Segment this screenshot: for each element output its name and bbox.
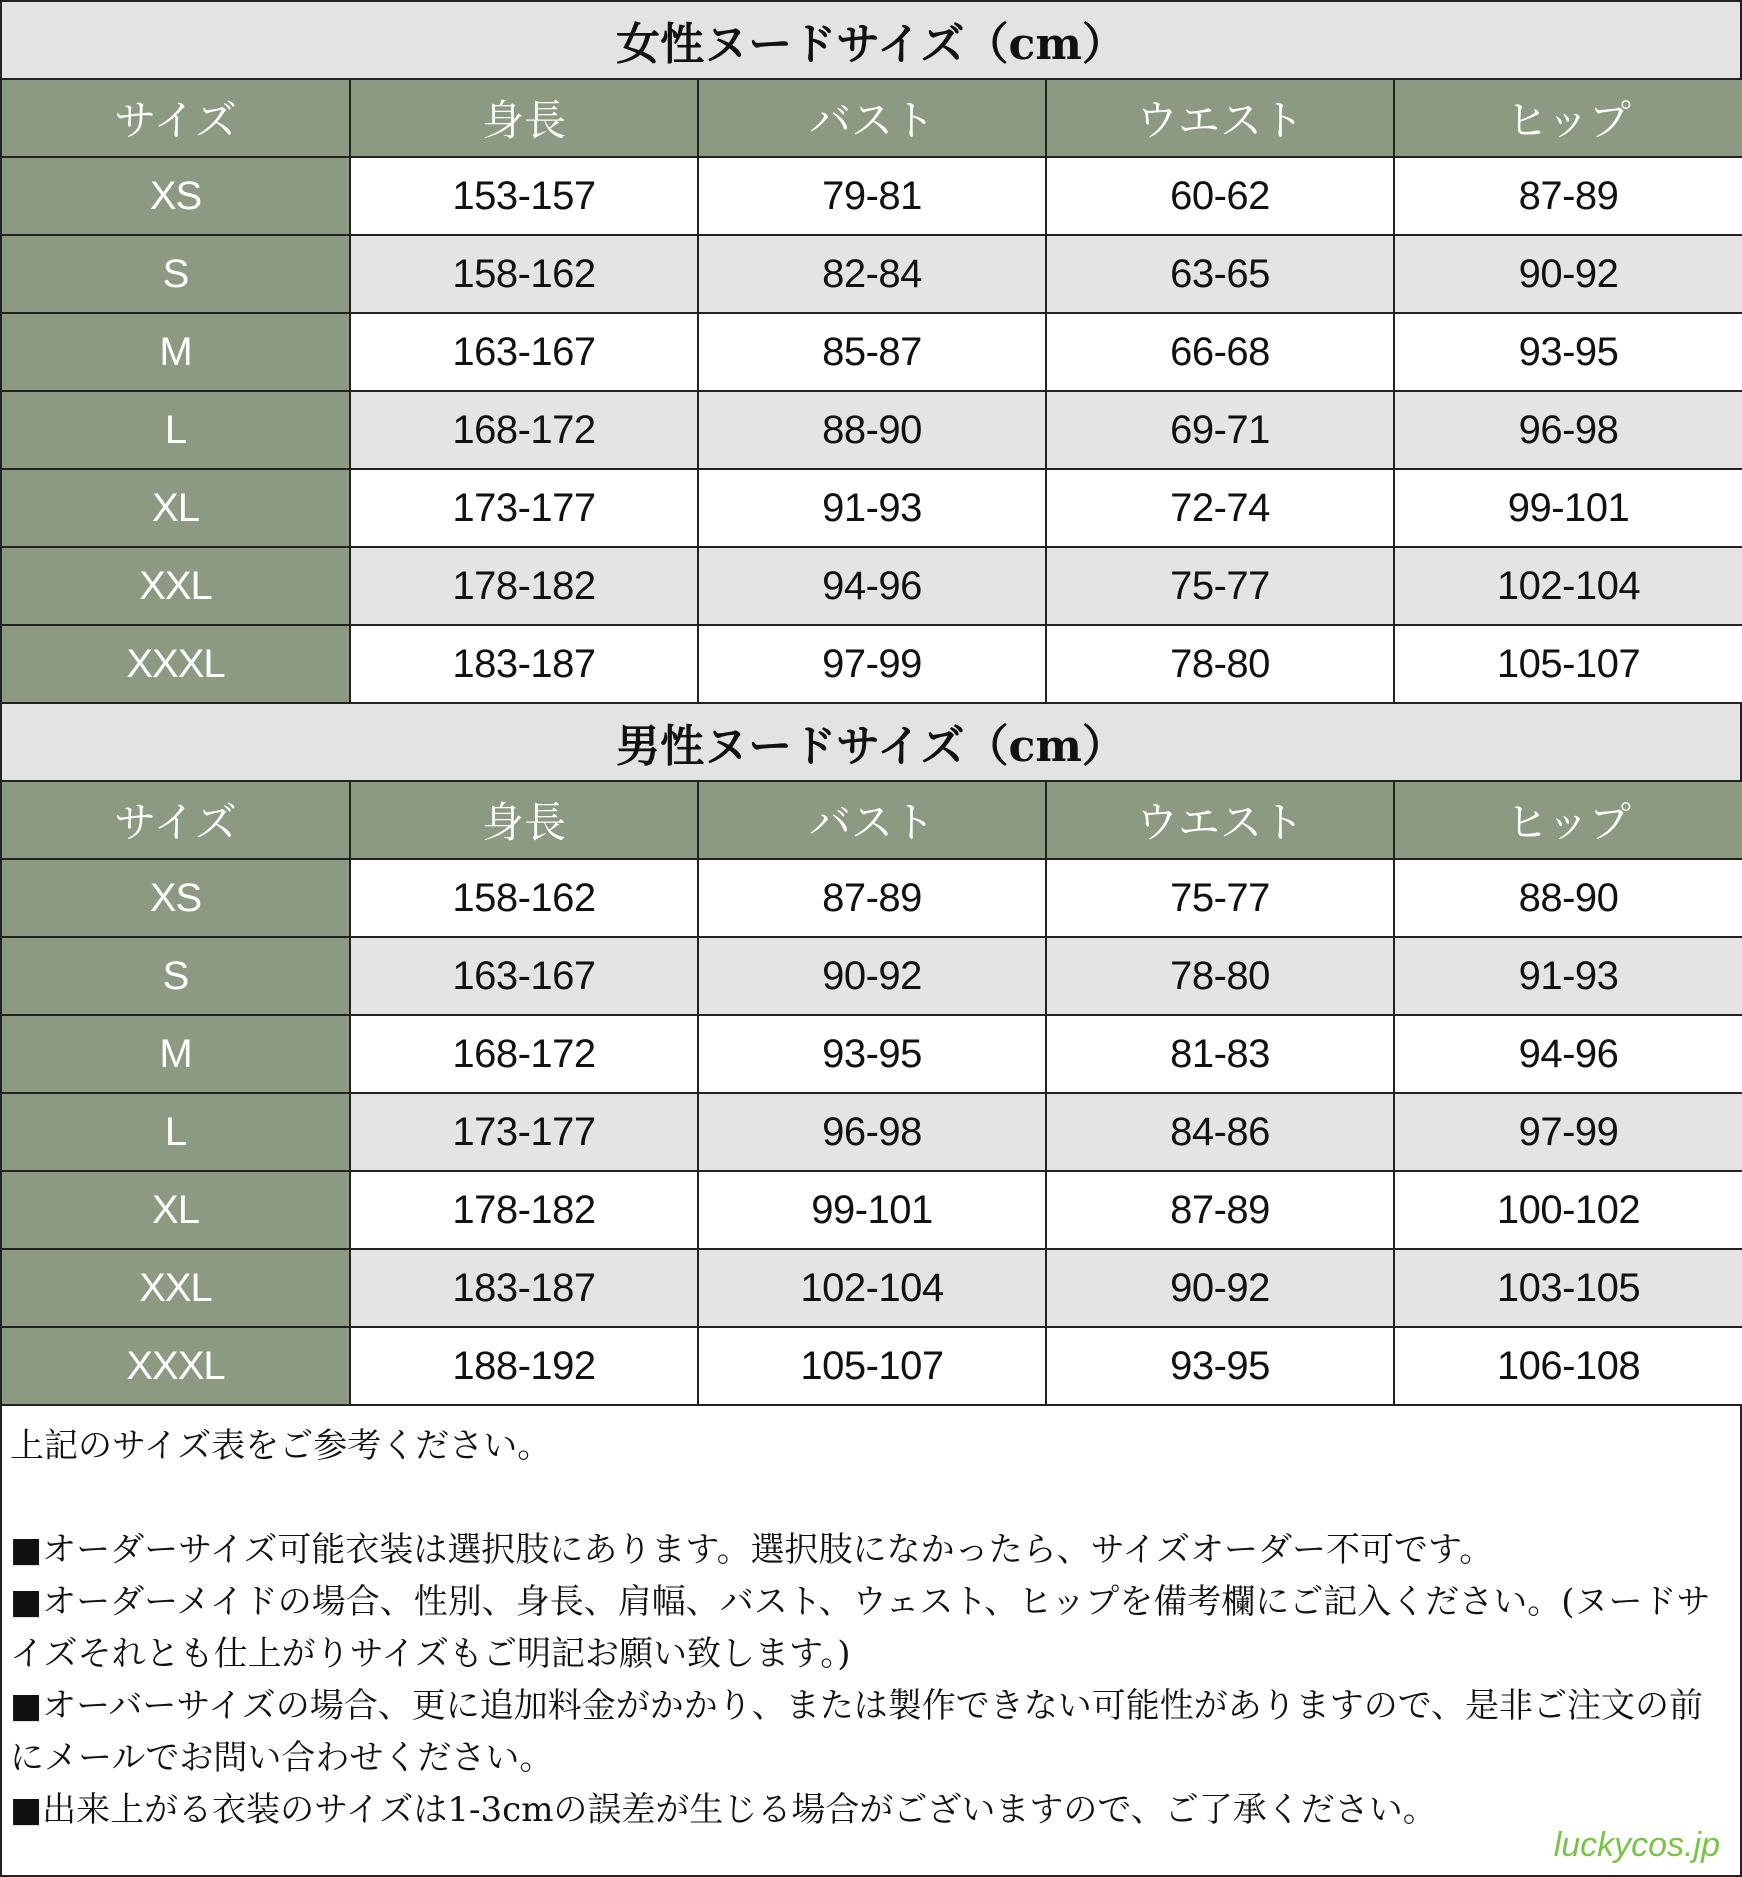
bust-value: 82-84 [698, 235, 1046, 313]
waist-value: 84-86 [1046, 1093, 1394, 1171]
waist-value: 78-80 [1046, 937, 1394, 1015]
hip-value: 87-89 [1394, 157, 1742, 235]
waist-value: 72-74 [1046, 469, 1394, 547]
size-label: L [2, 391, 350, 469]
notes-spacer [10, 1472, 1732, 1524]
waist-value: 87-89 [1046, 1171, 1394, 1249]
waist-value: 69-71 [1046, 391, 1394, 469]
hip-value: 96-98 [1394, 391, 1742, 469]
waist-value: 81-83 [1046, 1015, 1394, 1093]
bust-value: 99-101 [698, 1171, 1046, 1249]
bust-value: 79-81 [698, 157, 1046, 235]
waist-value: 75-77 [1046, 547, 1394, 625]
size-label: XL [2, 469, 350, 547]
height-value: 183-187 [350, 625, 698, 703]
men-header-row [2, 782, 1742, 859]
waist-value: 75-77 [1046, 859, 1394, 937]
note-item-made-to-order: ■オーダーメイドの場合、性別、身長、肩幅、バスト、ウェスト、ヒップを備考欄にご記入ください。(ヌードサイズそれとも仕上がりサイズもご明記お願い致します。) [10, 1582, 1711, 1674]
hip-value: 103-105 [1394, 1249, 1742, 1327]
waist-value: 66-68 [1046, 313, 1394, 391]
header-bust: バスト [698, 80, 1046, 157]
bust-value: 87-89 [698, 859, 1046, 937]
hip-value: 99-101 [1394, 469, 1742, 547]
bust-value: 88-90 [698, 391, 1046, 469]
waist-value: 78-80 [1046, 625, 1394, 703]
waist-value: 60-62 [1046, 157, 1394, 235]
note-item-oversize: ■オーバーサイズの場合、更に追加料金がかかり、または製作できない可能性がありますので、是非ご注文の前にメールでお問い合わせください。 [10, 1686, 1704, 1778]
hip-value: 100-102 [1394, 1171, 1742, 1249]
header-waist: ウエスト [1046, 782, 1394, 859]
size-label: XXXL [2, 1327, 350, 1405]
height-value: 183-187 [350, 1249, 698, 1327]
table-row [2, 235, 1742, 313]
bust-value: 94-96 [698, 547, 1046, 625]
height-value: 178-182 [350, 547, 698, 625]
bust-value: 96-98 [698, 1093, 1046, 1171]
bust-value: 105-107 [698, 1327, 1046, 1405]
men-size-table [2, 782, 1742, 1406]
size-label: L [2, 1093, 350, 1171]
waist-value: 63-65 [1046, 235, 1394, 313]
table-row [2, 937, 1742, 1015]
bust-value: 91-93 [698, 469, 1046, 547]
hip-value: 88-90 [1394, 859, 1742, 937]
header-height: 身長 [350, 782, 698, 859]
size-label: XL [2, 1171, 350, 1249]
hip-value: 106-108 [1394, 1327, 1742, 1405]
hip-value: 97-99 [1394, 1093, 1742, 1171]
size-label: S [2, 235, 350, 313]
table-row [2, 1249, 1742, 1327]
table-row [2, 625, 1742, 703]
hip-value: 102-104 [1394, 547, 1742, 625]
table-row [2, 547, 1742, 625]
women-header-row [2, 80, 1742, 157]
brand-logo: luckycos.jp [1553, 1826, 1720, 1864]
height-value: 153-157 [350, 157, 698, 235]
height-value: 168-172 [350, 1015, 698, 1093]
notes-intro: 上記のサイズ表をご参考ください。 [10, 1426, 552, 1466]
hip-value: 93-95 [1394, 313, 1742, 391]
women-size-title: 女性ヌードサイズ（cm） [2, 2, 1740, 80]
height-value: 163-167 [350, 313, 698, 391]
table-row [2, 157, 1742, 235]
hip-value: 94-96 [1394, 1015, 1742, 1093]
header-waist: ウエスト [1046, 80, 1394, 157]
height-value: 158-162 [350, 235, 698, 313]
bust-value: 97-99 [698, 625, 1046, 703]
header-bust: バスト [698, 782, 1046, 859]
waist-value: 93-95 [1046, 1327, 1394, 1405]
bust-value: 90-92 [698, 937, 1046, 1015]
hip-value: 90-92 [1394, 235, 1742, 313]
height-value: 178-182 [350, 1171, 698, 1249]
men-size-title: 男性ヌードサイズ（cm） [2, 704, 1740, 782]
height-value: 168-172 [350, 391, 698, 469]
size-label: XXL [2, 547, 350, 625]
size-notes [2, 1406, 1740, 1836]
size-label: XXXL [2, 625, 350, 703]
height-value: 158-162 [350, 859, 698, 937]
size-label: XS [2, 859, 350, 937]
size-label: XS [2, 157, 350, 235]
hip-value: 105-107 [1394, 625, 1742, 703]
height-value: 173-177 [350, 469, 698, 547]
size-label: S [2, 937, 350, 1015]
size-label: XXL [2, 1249, 350, 1327]
hip-value: 91-93 [1394, 937, 1742, 1015]
header-height: 身長 [350, 80, 698, 157]
height-value: 173-177 [350, 1093, 698, 1171]
women-size-table [2, 80, 1742, 704]
bust-value: 93-95 [698, 1015, 1046, 1093]
bust-value: 85-87 [698, 313, 1046, 391]
table-row [2, 1015, 1742, 1093]
table-row [2, 859, 1742, 937]
bust-value: 102-104 [698, 1249, 1046, 1327]
size-label: M [2, 1015, 350, 1093]
table-row [2, 1327, 1742, 1405]
header-size: サイズ [2, 80, 350, 157]
table-row [2, 313, 1742, 391]
note-item-tolerance: ■出来上がる衣装のサイズは1-3cmの誤差が生じる場合がございますので、ご了承ください。 [10, 1790, 1437, 1830]
table-row [2, 469, 1742, 547]
table-row [2, 1093, 1742, 1171]
height-value: 188-192 [350, 1327, 698, 1405]
header-hip: ヒップ [1394, 782, 1742, 859]
header-size: サイズ [2, 782, 350, 859]
table-row [2, 1171, 1742, 1249]
table-row [2, 391, 1742, 469]
note-item-custom-size: ■オーダーサイズ可能衣装は選択肢にあります。選択肢になかったら、サイズオーダー不可です。 [10, 1530, 1494, 1570]
waist-value: 90-92 [1046, 1249, 1394, 1327]
header-hip: ヒップ [1394, 80, 1742, 157]
height-value: 163-167 [350, 937, 698, 1015]
size-label: M [2, 313, 350, 391]
